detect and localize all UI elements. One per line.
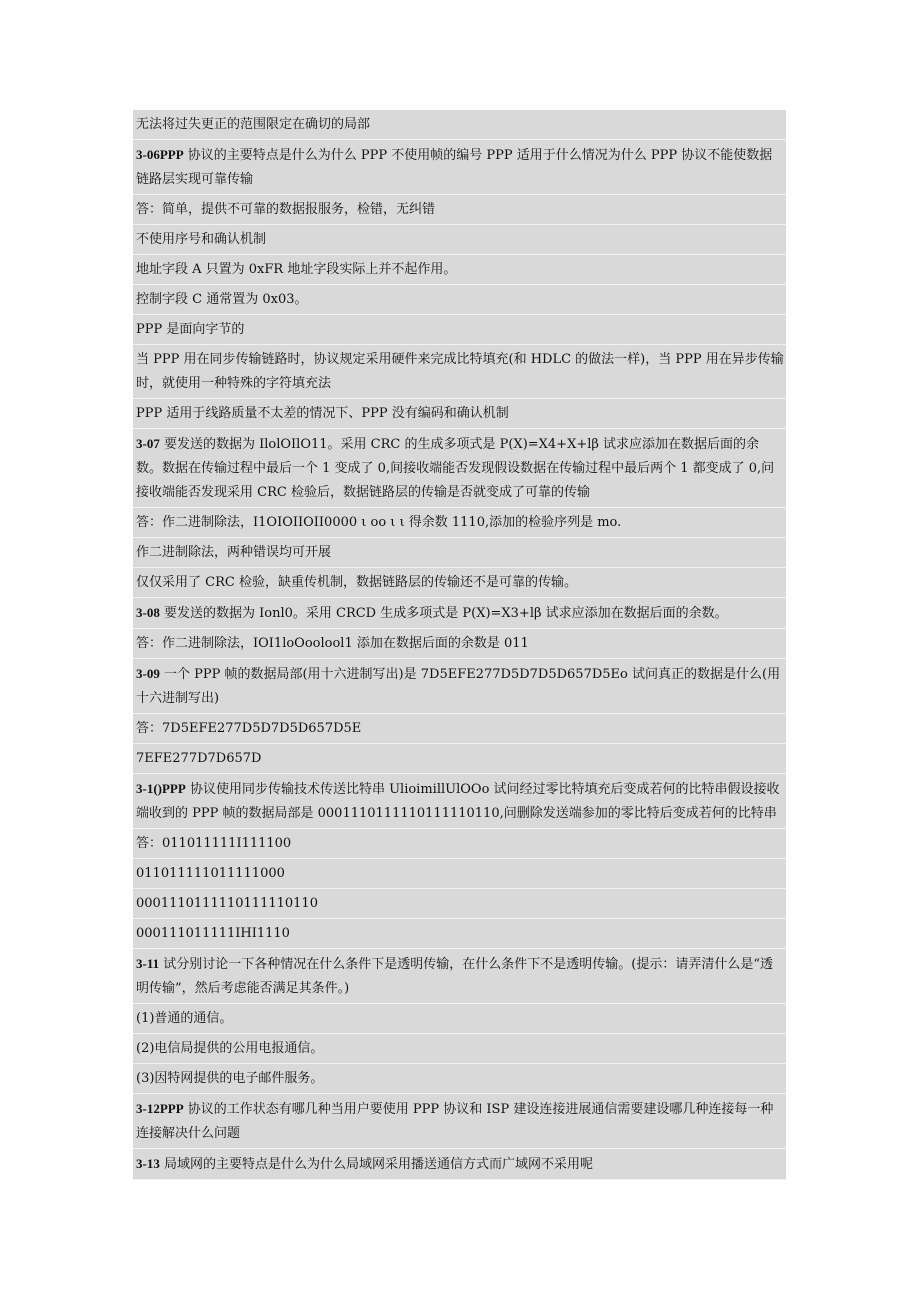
row-text: 当 PPP 用在同步传输链路时，协议规定采用硬件来完成比特填充(和 HDLC 的做法一样)，当 PPP 用在异步传输时，就使用一种特殊的字符填充法 xyxy=(136,352,784,391)
document-table xyxy=(133,110,786,1180)
question-number: 3-13 xyxy=(136,1156,160,1171)
answer-row xyxy=(133,568,786,598)
row-text: 答：7D5EFE277D5D7D5D657D5E xyxy=(136,721,362,736)
row-text: 仅仅采用了 CRC 检验，缺重传机制，数据链路层的传输还不是可靠的传输。 xyxy=(136,575,577,590)
answer-row xyxy=(133,110,786,140)
row-text: 7EFE277D7D657D xyxy=(136,751,262,766)
row-text: 协议的工作状态有哪几种当用户要使用 PPP 协议和 ISP 建设连接进展通信需要建设哪几种连接每一种连接解决什么问题 xyxy=(136,1102,774,1141)
question-row xyxy=(133,1149,786,1180)
row-text: 0001110111110111110110 xyxy=(136,896,318,911)
question-row xyxy=(133,140,786,195)
question-number: 3-06PPP xyxy=(136,147,184,162)
answer-row xyxy=(133,315,786,345)
question-number: 3-12PPP xyxy=(136,1101,184,1116)
answer-row xyxy=(133,919,786,949)
row-text: (3)因特网提供的电子邮件服务。 xyxy=(136,1071,324,1086)
answer-row xyxy=(133,345,786,399)
answer-row xyxy=(133,714,786,744)
question-number: 3-07 xyxy=(136,436,160,451)
row-text: PPP 是面向字节的 xyxy=(136,322,245,337)
row-text: 局域网的主要特点是什么为什么局域网采用播送通信方式而广域网不采用呢 xyxy=(159,1157,593,1172)
row-text: 答：011011111I111100 xyxy=(136,836,292,851)
row-text: 不使用序号和确认机制 xyxy=(136,232,267,247)
row-text: 协议的主要特点是什么为什么 PPP 不使用帧的编号 PPP 适用于什么情况为什么 PPP 协议不能使数据链路层实现可靠传输 xyxy=(136,148,773,187)
answer-row xyxy=(133,829,786,859)
question-number: 3-1()PPP xyxy=(136,781,186,796)
row-text: (1)普通的通信。 xyxy=(136,1011,233,1026)
row-text: 011011111011111000 xyxy=(136,866,285,881)
answer-row xyxy=(133,859,786,889)
row-text: 试分别讨论一下各种情况在什么条件下是透明传输，在什么条件下不是透明传输。(提示：请弄清什么是“透明传输”，然后考虑能否满足其条件。) xyxy=(136,957,773,996)
question-number: 3-08 xyxy=(136,605,160,620)
row-text: (2)电信局提供的公用电报通信。 xyxy=(136,1041,324,1056)
row-text: PPP 适用于线路质量不太差的情况下、PPP 没有编码和确认机制 xyxy=(136,406,509,421)
answer-row xyxy=(133,225,786,255)
question-row xyxy=(133,1094,786,1149)
question-row xyxy=(133,598,786,629)
question-row xyxy=(133,429,786,508)
answer-row xyxy=(133,255,786,285)
answer-row xyxy=(133,285,786,315)
answer-row xyxy=(133,1064,786,1094)
question-row xyxy=(133,774,786,829)
row-text: 答：简单，提供不可靠的数据报服务，检错，无纠错 xyxy=(136,202,436,217)
question-number: 3-11 xyxy=(136,956,160,971)
row-text: 协议使用同步传输技术传送比特串 UlioimillUlOOo 试问经过零比特填充后变成若何的比特串假设接收端收到的 PPP 帧的数据局部是 0001110111110111110110,问删除发送端参加的零比特后变成若何的比特串 xyxy=(136,782,780,821)
row-text: 无法将过失更正的范围限定在确切的局部 xyxy=(136,117,371,132)
question-number: 3-09 xyxy=(136,666,160,681)
answer-row xyxy=(133,399,786,429)
row-text: 要发送的数据为 Ionl0。采用 CRCD 生成多项式是 P(X)=X3+lβ 试求应添加在数据后面的余数。 xyxy=(159,606,728,621)
answer-row xyxy=(133,629,786,659)
row-text: 000111011111IHI1110 xyxy=(136,926,290,941)
answer-row xyxy=(133,744,786,774)
answer-row xyxy=(133,889,786,919)
question-row xyxy=(133,659,786,714)
row-text: 答：作二进制除法，I1OIOIIOII0000 ι oo ι ι 得余数 1110,添加的检验序列是 mo. xyxy=(136,515,622,530)
answer-row xyxy=(133,508,786,538)
row-text: 一个 PPP 帧的数据局部(用十六进制写出)是 7D5EFE277D5D7D5D657D5Eo 试问真正的数据是什么(用十六进制写出) xyxy=(136,667,781,706)
answer-row xyxy=(133,195,786,225)
row-text: 地址字段 A 只置为 0xFR 地址字段实际上并不起作用。 xyxy=(136,262,457,277)
answer-row xyxy=(133,1034,786,1064)
row-text: 作二进制除法，两种错误均可开展 xyxy=(136,545,332,560)
row-text: 控制字段 C 通常置为 0x03。 xyxy=(136,292,308,307)
row-text: 要发送的数据为 IlolOIlO11。采用 CRC 的生成多项式是 P(X)=X4+X+lβ 试求应添加在数据后面的余数。数据在传输过程中最后一个 1 变成了 0,间接收端能否发现假设数据在传输过程中最后两个 1 都变成了 0,问接收端能否发现采用 CRC 检验后，数据链路层的传输是否就变成了可靠的传输 xyxy=(136,437,775,500)
answer-row xyxy=(133,1004,786,1034)
row-text: 答：作二进制除法，IOI1loOoolool1 添加在数据后面的余数是 011 xyxy=(136,636,529,651)
answer-row xyxy=(133,538,786,568)
question-row xyxy=(133,949,786,1004)
